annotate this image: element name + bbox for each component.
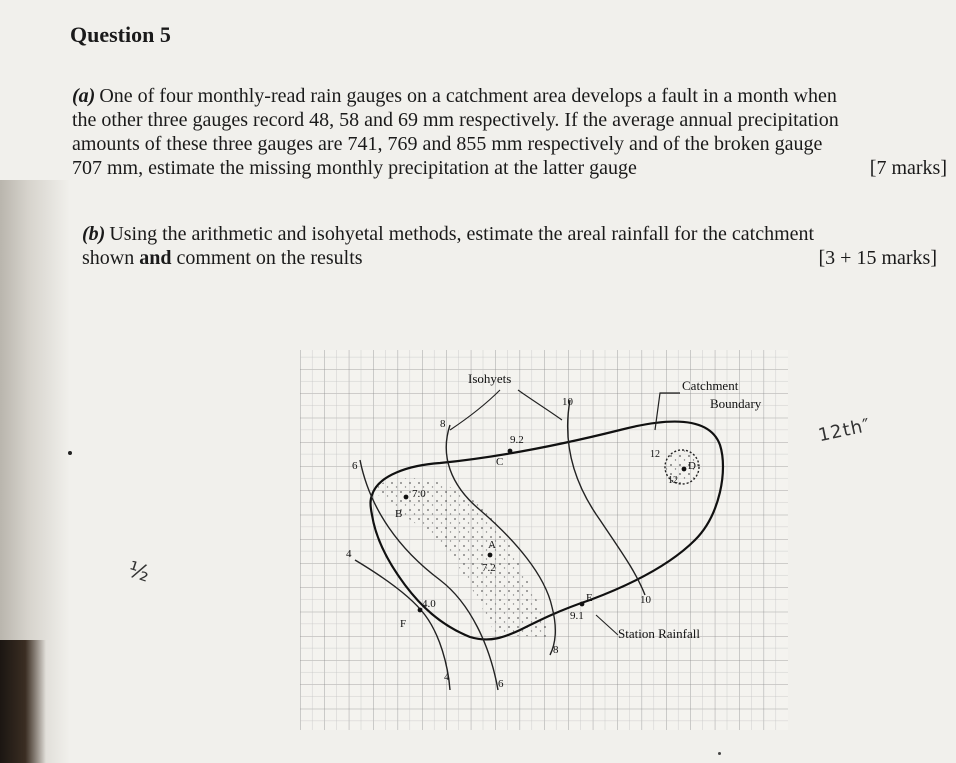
part-a-line-2: the other three gauges record 48, 58 and 69 mm respectively. If the average annual precipitation bbox=[72, 109, 839, 131]
handwritten-note-left: ½ bbox=[124, 557, 153, 588]
part-b-text bbox=[82, 222, 937, 270]
isohyet-label-8-upper: 8 bbox=[440, 418, 446, 430]
part-b-line-2-a: shown bbox=[82, 247, 135, 269]
isohyet-label-4-lower: 4 bbox=[444, 671, 450, 683]
part-a-text bbox=[72, 84, 947, 180]
label-catchment: Catchment bbox=[682, 378, 739, 393]
isohyet-label-6-lower: 6 bbox=[498, 678, 504, 690]
station-f-name: F bbox=[400, 618, 407, 630]
catchment-isohyet-figure bbox=[300, 345, 788, 733]
handwritten-note-right: 12th″ bbox=[816, 414, 873, 447]
isohyet-label-10-lower: 10 bbox=[640, 594, 651, 606]
label-isohyets: Isohyets bbox=[468, 371, 512, 386]
station-e-name: E bbox=[586, 592, 593, 604]
station-e-dot bbox=[580, 602, 585, 607]
isohyet-label-6-upper: 6 bbox=[352, 460, 358, 472]
station-a-name: A bbox=[488, 539, 496, 551]
part-a-label: (a) bbox=[72, 85, 96, 107]
station-b-value: 7.0 bbox=[412, 488, 426, 500]
station-d-name: D bbox=[688, 460, 696, 472]
station-a-value: 7.2 bbox=[482, 562, 496, 574]
station-b-dot bbox=[404, 495, 409, 500]
label-station-rainfall: Station Rainfall bbox=[618, 626, 700, 641]
catchment-map bbox=[300, 345, 788, 733]
station-d-dot bbox=[682, 467, 687, 472]
part-a-marks: [7 marks] bbox=[869, 157, 947, 179]
part-b-line-1-text: Using the arithmetic and isohyetal methods, estimate the areal rainfall for the catchment bbox=[109, 223, 815, 245]
station-d-value: 12 bbox=[668, 475, 678, 486]
ink-dot bbox=[68, 451, 72, 455]
part-a-line-4 bbox=[72, 156, 947, 180]
part-b-marks: [3 + 15 marks] bbox=[818, 247, 937, 269]
isohyet-label-8-lower: 8 bbox=[553, 644, 559, 656]
part-b-line-2-bold: and bbox=[139, 247, 172, 269]
page-corner-shadow bbox=[0, 640, 46, 763]
part-a-line-1-text: One of four monthly-read rain gauges on a catchment area develops a fault in a month when bbox=[99, 85, 837, 107]
part-a-line-1 bbox=[72, 84, 947, 108]
ink-dot bbox=[718, 752, 721, 755]
station-c-name: C bbox=[496, 456, 504, 468]
isohyet-label-4-upper: 4 bbox=[346, 548, 352, 560]
station-c-value: 9.2 bbox=[510, 434, 524, 446]
station-e-value: 9.1 bbox=[570, 610, 584, 622]
station-a-dot bbox=[488, 553, 493, 558]
station-c-dot bbox=[508, 449, 513, 454]
isohyet-label-12: 12 bbox=[650, 449, 660, 460]
part-a-line-4-text: 707 mm, estimate the missing monthly precipitation at the latter gauge bbox=[72, 157, 637, 179]
part-a-line-3: amounts of these three gauges are 741, 769 and 855 mm respectively and of the broken gauge bbox=[72, 133, 823, 155]
station-f-value: 4.0 bbox=[422, 598, 436, 610]
part-b-line-1 bbox=[82, 222, 937, 246]
part-b-line-2 bbox=[82, 246, 937, 270]
label-boundary: Boundary bbox=[710, 396, 762, 411]
question-title: Question 5 bbox=[70, 22, 171, 47]
isohyet-label-10-upper: 10 bbox=[562, 396, 573, 408]
part-b-line-2-b: comment on the results bbox=[176, 247, 363, 269]
station-b-name: B bbox=[395, 508, 403, 520]
part-b-label: (b) bbox=[82, 223, 106, 245]
